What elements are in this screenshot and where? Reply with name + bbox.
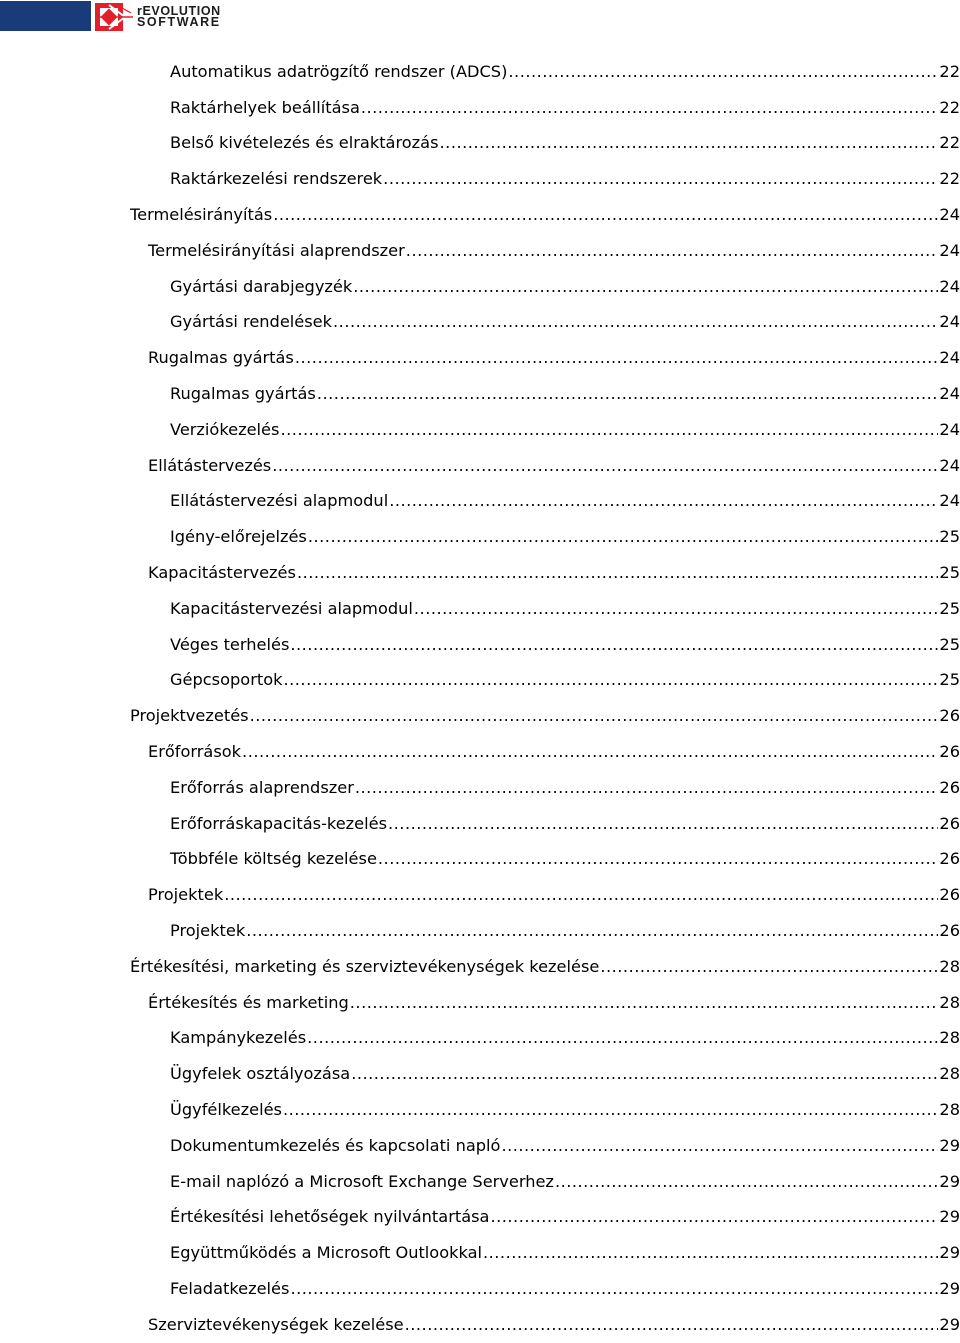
toc-entry-line — [170, 384, 960, 404]
toc-entry-page-number: 25 — [939, 527, 960, 547]
toc-dot-leader — [414, 599, 938, 619]
toc-entry-line — [130, 706, 960, 726]
toc-entry-page-number: 29 — [939, 1278, 960, 1298]
toc-entry-line — [130, 957, 960, 977]
header-color-bar — [0, 1, 91, 31]
toc-entry-title: Termelésirányítási alaprendszer — [148, 240, 405, 260]
toc-entry-title: Erőforrás alaprendszer — [170, 777, 354, 797]
toc-entry-title: Kapacitástervezési alapmodul — [170, 598, 413, 618]
page-header — [0, 0, 960, 34]
toc-dot-leader — [308, 527, 939, 547]
toc-entry-page-number: 24 — [939, 491, 960, 511]
toc-entry-line — [170, 1100, 960, 1120]
toc-entry-title: Rugalmas gyártás — [170, 384, 316, 404]
toc-dot-leader — [224, 885, 938, 905]
toc-entry-line — [170, 635, 960, 655]
toc-entry-title: E-mail naplózó a Microsoft Exchange Serverhez — [170, 1171, 554, 1191]
toc-entry-line — [170, 814, 960, 834]
toc-entry[interactable] — [0, 1056, 960, 1092]
toc-entry-line — [148, 348, 960, 368]
toc-entry[interactable] — [0, 770, 960, 806]
toc-dot-leader — [250, 706, 939, 726]
toc-dot-leader — [290, 635, 938, 655]
toc-entry[interactable] — [0, 519, 960, 555]
toc-entry-line — [170, 599, 960, 619]
toc-entry-title: Dokumentumkezelés és kapcsolati napló — [170, 1135, 501, 1155]
toc-dot-leader — [307, 1028, 938, 1048]
toc-entry-title: Termelésirányítás — [130, 205, 273, 225]
toc-entry-line — [170, 527, 960, 547]
toc-entry-title: Kapacitástervezés — [148, 563, 296, 583]
toc-entry-line — [170, 670, 960, 690]
toc-entry-title: Projektek — [170, 921, 246, 941]
toc-entry-title: Erőforrások — [148, 742, 242, 762]
toc-entry-page-number: 26 — [939, 742, 960, 762]
toc-entry-title: Értékesítési lehetőségek nyilvántartása — [170, 1207, 490, 1227]
toc-entry[interactable] — [0, 734, 960, 770]
toc-dot-leader — [280, 420, 938, 440]
toc-entry[interactable] — [0, 126, 960, 162]
toc-entry-line — [170, 1172, 960, 1192]
toc-entry-line — [130, 205, 960, 225]
toc-entry-title: Gépcsoportok — [170, 670, 283, 690]
toc-entry-title: Automatikus adatrögzítő rendszer (ADCS) — [170, 61, 508, 81]
toc-entry-page-number: 26 — [939, 849, 960, 869]
toc-entry[interactable] — [0, 484, 960, 520]
toc-entry-line — [170, 1243, 960, 1263]
toc-entry-title: Szerviztevékenységek kezelése — [148, 1314, 404, 1334]
toc-entry-line — [170, 133, 960, 153]
brand-logo — [95, 1, 221, 33]
toc-entry-line — [148, 742, 960, 762]
toc-entry-title: Ügyfelek osztályozása — [170, 1064, 351, 1084]
toc-entry[interactable] — [0, 949, 960, 985]
toc-entry-page-number: 26 — [939, 885, 960, 905]
toc-entry-line — [148, 456, 960, 476]
toc-dot-leader — [388, 814, 938, 834]
toc-dot-leader — [290, 1279, 938, 1299]
toc-entry[interactable] — [0, 1200, 960, 1236]
toc-entry-page-number: 25 — [939, 598, 960, 618]
toc-entry-title: Projektvezetés — [130, 706, 249, 726]
toc-entry-title: Gyártási rendelések — [170, 312, 333, 332]
toc-dot-leader — [383, 169, 938, 189]
toc-entry-title: Rugalmas gyártás — [148, 348, 294, 368]
toc-entry-page-number: 26 — [939, 813, 960, 833]
toc-entry-line — [148, 563, 960, 583]
toc-entry-title: Véges terhelés — [170, 634, 290, 654]
toc-entry[interactable] — [0, 1128, 960, 1164]
toc-entry[interactable] — [0, 806, 960, 842]
toc-entry-line — [170, 169, 960, 189]
toc-entry-page-number: 24 — [939, 348, 960, 368]
toc-entry-title: Gyártási darabjegyzék — [170, 276, 353, 296]
toc-entry[interactable] — [0, 663, 960, 699]
toc-dot-leader — [355, 778, 939, 798]
toc-entry-page-number: 29 — [939, 1207, 960, 1227]
toc-entry[interactable] — [0, 698, 960, 734]
toc-entry-page-number: 28 — [939, 1064, 960, 1084]
toc-entry-title: Értékesítés és marketing — [148, 992, 349, 1012]
toc-entry[interactable] — [0, 555, 960, 591]
toc-entry[interactable] — [0, 1271, 960, 1307]
toc-entry[interactable] — [0, 1092, 960, 1128]
toc-entry-title: Raktárhelyek beállítása — [170, 97, 360, 117]
toc-entry-page-number: 26 — [939, 921, 960, 941]
toc-entry-line — [170, 491, 960, 511]
toc-entry-line — [170, 921, 960, 941]
toc-dot-leader — [440, 133, 939, 153]
brand-name-line1: rEVOLUTION — [137, 4, 221, 18]
toc-entry-page-number: 24 — [939, 205, 960, 225]
toc-entry[interactable] — [0, 305, 960, 341]
toc-dot-leader — [333, 312, 938, 332]
toc-entry-page-number: 29 — [939, 1135, 960, 1155]
toc-entry[interactable] — [0, 340, 960, 376]
toc-entry-page-number: 24 — [939, 455, 960, 475]
toc-entry-title: Belső kivételezés és elraktározás — [170, 133, 439, 153]
toc-entry[interactable] — [0, 1235, 960, 1271]
toc-entry-page-number: 26 — [939, 777, 960, 797]
toc-dot-leader — [501, 1136, 938, 1156]
toc-entry-title: Erőforráskapacitás-kezelés — [170, 813, 388, 833]
toc-entry-title: Feladatkezelés — [170, 1278, 290, 1298]
toc-dot-leader — [297, 563, 938, 583]
toc-entry-line — [148, 241, 960, 261]
toc-entry-line — [148, 993, 960, 1013]
toc-dot-leader — [351, 1064, 938, 1084]
toc-entry[interactable] — [0, 448, 960, 484]
toc-entry-page-number: 28 — [939, 992, 960, 1012]
toc-entry-title: Ellátástervezés — [148, 455, 272, 475]
toc-dot-leader — [317, 384, 939, 404]
toc-entry-title: Értékesítési, marketing és szerviztevékenységek kezelése — [130, 956, 600, 976]
toc-dot-leader — [508, 62, 938, 82]
toc-entry-page-number: 28 — [939, 1028, 960, 1048]
revolution-logo-icon — [95, 1, 135, 33]
toc-entry-line — [170, 849, 960, 869]
toc-entry[interactable] — [0, 197, 960, 233]
toc-entry-line — [170, 420, 960, 440]
toc-entry[interactable] — [0, 412, 960, 448]
toc-dot-leader — [361, 98, 939, 118]
toc-entry-title: Együttműködés a Microsoft Outlookkal — [170, 1243, 482, 1263]
toc-entry[interactable] — [0, 1164, 960, 1200]
toc-entry-line — [170, 1279, 960, 1299]
toc-entry-line — [170, 1136, 960, 1156]
toc-entry[interactable] — [0, 233, 960, 269]
toc-entry[interactable] — [0, 1021, 960, 1057]
toc-entry-title: Kampánykezelés — [170, 1028, 307, 1048]
toc-entry[interactable] — [0, 269, 960, 305]
toc-entry-line — [170, 98, 960, 118]
toc-entry-title: Többféle költség kezelése — [170, 849, 377, 869]
toc-dot-leader — [378, 849, 938, 869]
toc-entry[interactable] — [0, 913, 960, 949]
toc-entry-page-number: 25 — [939, 670, 960, 690]
toc-entry-page-number: 24 — [939, 240, 960, 260]
toc-entry-title: Ügyfélkezelés — [170, 1100, 282, 1119]
toc-entry-title: Verziókezelés — [170, 419, 280, 439]
toc-entry-page-number: 25 — [939, 563, 960, 583]
toc-dot-leader — [295, 348, 939, 368]
toc-entry-line — [170, 1028, 960, 1048]
toc-entry-title: Raktárkezelési rendszerek — [170, 169, 383, 189]
toc-entry-line — [170, 1064, 960, 1084]
toc-entry-line — [170, 62, 960, 82]
toc-dot-leader — [555, 1172, 938, 1192]
toc-entry-page-number: 28 — [939, 956, 960, 976]
toc-entry[interactable] — [0, 591, 960, 627]
toc-dot-leader — [242, 742, 938, 762]
toc-entry-line — [170, 312, 960, 332]
toc-entry[interactable] — [0, 842, 960, 878]
table-of-contents — [0, 54, 960, 1343]
toc-entry[interactable] — [0, 1307, 960, 1343]
toc-entry-page-number: 29 — [939, 1314, 960, 1334]
toc-entry[interactable] — [0, 985, 960, 1021]
toc-entry-page-number: 24 — [939, 276, 960, 296]
toc-entry-line — [170, 778, 960, 798]
toc-entry-page-number: 25 — [939, 634, 960, 654]
toc-entry-page-number: 22 — [939, 133, 960, 153]
toc-dot-leader — [600, 957, 938, 977]
toc-entry-page-number: 26 — [939, 706, 960, 726]
toc-entry-page-number: 28 — [939, 1100, 960, 1119]
toc-entry[interactable] — [0, 627, 960, 663]
toc-dot-leader — [405, 1315, 939, 1335]
toc-entry-page-number: 22 — [939, 169, 960, 189]
toc-entry-page-number: 24 — [939, 384, 960, 404]
toc-dot-leader — [389, 491, 938, 511]
toc-entry-page-number: 22 — [939, 97, 960, 117]
toc-entry-line — [148, 885, 960, 905]
toc-dot-leader — [246, 921, 938, 941]
toc-entry[interactable] — [0, 376, 960, 412]
toc-dot-leader — [283, 1100, 938, 1120]
toc-dot-leader — [353, 277, 938, 297]
toc-entry-page-number: 24 — [939, 312, 960, 332]
toc-entry-page-number: 29 — [939, 1243, 960, 1263]
toc-entry[interactable] — [0, 54, 960, 90]
toc-entry-line — [170, 277, 960, 297]
toc-entry-page-number: 24 — [939, 419, 960, 439]
toc-dot-leader — [490, 1207, 938, 1227]
toc-dot-leader — [273, 205, 938, 225]
toc-entry-title: Igény-előrejelzés — [170, 527, 307, 547]
toc-dot-leader — [483, 1243, 938, 1263]
toc-dot-leader — [406, 241, 939, 261]
toc-entry-page-number: 22 — [939, 61, 960, 81]
toc-entry[interactable] — [0, 161, 960, 197]
toc-dot-leader — [283, 670, 938, 690]
toc-entry-page-number: 29 — [939, 1171, 960, 1191]
toc-entry[interactable] — [0, 877, 960, 913]
toc-dot-leader — [350, 993, 939, 1013]
toc-entry-title: Projektek — [148, 885, 224, 905]
toc-entry[interactable] — [0, 90, 960, 126]
toc-entry-title: Ellátástervezési alapmodul — [170, 491, 389, 511]
toc-entry-line — [170, 1207, 960, 1227]
toc-dot-leader — [272, 456, 938, 476]
toc-entry-line — [148, 1315, 960, 1335]
brand-name-line2: SOFTWARE — [137, 15, 221, 29]
